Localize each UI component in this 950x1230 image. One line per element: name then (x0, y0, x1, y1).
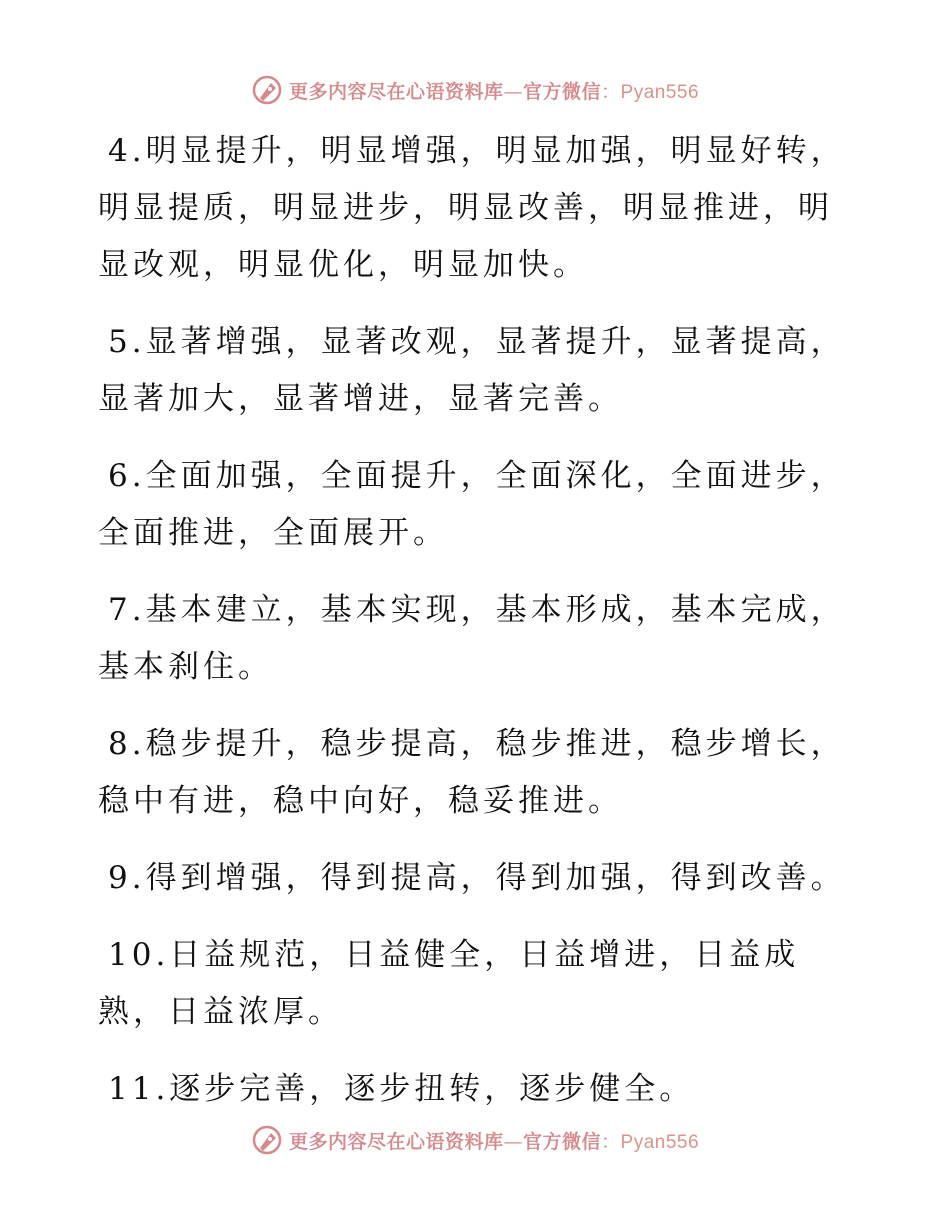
watermark-official-label: 官方微信 (522, 1130, 601, 1153)
watermark-group (251, 74, 699, 106)
list-item: 8.稳步提升，稳步提高，稳步推进，稳步增长，稳中有进，稳中向好，稳妥推进。 (98, 726, 846, 819)
watermark-text (289, 77, 699, 104)
list-item: 4.明显提升，明显增强，明显加强，明显好转，明显提质，明显进步，明显改善，明显推进，明显改观，明显优化，明显加快。 (98, 133, 846, 283)
document-body (98, 123, 858, 1138)
list-item: 7.基本建立，基本实现，基本形成，基本完成，基本刹住。 (98, 592, 846, 685)
watermark-wechat-id: Pyan556 (620, 81, 700, 103)
list-item: 10.日益规范，日益健全，日益增进，日益成熟，日益浓厚。 (98, 937, 800, 1030)
footer-watermark-banner (0, 1120, 950, 1160)
header-watermark-banner (0, 70, 950, 110)
list-item: 5.显著增强，显著改观，显著提升，显著提高，显著加大，显著增进，显著完善。 (98, 324, 846, 417)
list-item: 11.逐步完善，逐步扭转，逐步健全。 (108, 1071, 695, 1107)
watermark-colon: ： (601, 1130, 621, 1153)
watermark-dash: — (503, 80, 523, 103)
watermark-wechat-id: Pyan556 (620, 1131, 700, 1153)
pen-nib-logo-icon (251, 74, 283, 106)
list-item: 6.全面加强，全面提升，全面深化，全面进步，全面推进，全面展开。 (98, 458, 846, 551)
watermark-colon: ： (601, 80, 621, 103)
watermark-official-label: 官方微信 (522, 80, 601, 103)
watermark-text (289, 1127, 699, 1154)
watermark-site-name: 更多内容尽在心语资料库 (288, 1130, 504, 1153)
pen-nib-logo-icon (251, 1124, 283, 1156)
list-item: 9.得到增强，得到提高，得到加强，得到改善。 (108, 860, 846, 896)
watermark-site-name: 更多内容尽在心语资料库 (288, 80, 504, 103)
watermark-dash: — (503, 1130, 523, 1153)
watermark-group (251, 1124, 699, 1156)
